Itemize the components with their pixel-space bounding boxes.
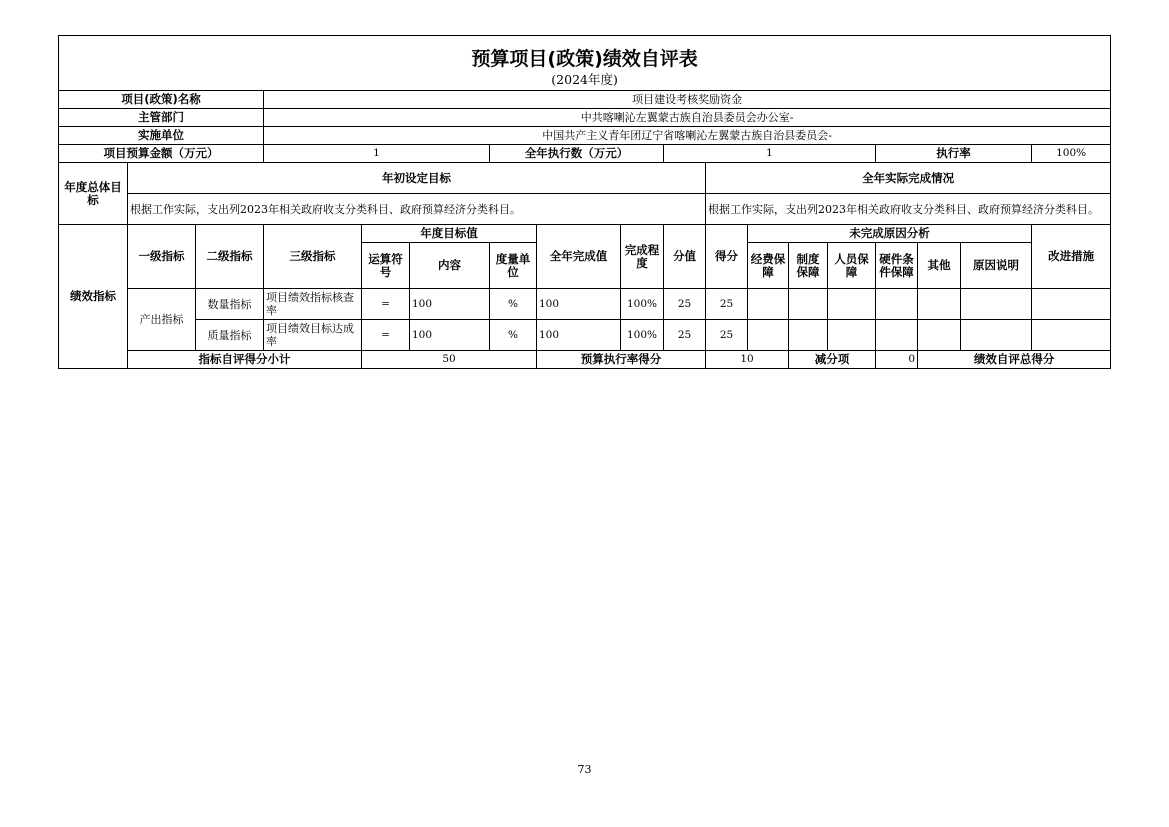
execution-rate-value: 100% [1032, 145, 1111, 163]
level2-value: 质量指标 [196, 320, 264, 351]
actual-completion-text: 根据工作实际，支出列2023年相关政府收支分类科目、政府预算经济分类科目。 [706, 194, 1111, 225]
score-value-cell: 25 [664, 320, 706, 351]
header-completion-degree: 完成程度 [621, 225, 664, 289]
subtotal-value: 50 [362, 351, 537, 369]
executor-value: 中国共产主义青年团辽宁省喀喇沁左翼蒙古族自治县委员会- [264, 127, 1111, 145]
performance-self-evaluation-table [58, 35, 1111, 369]
initial-goal-text: 根据工作实际，支出列2023年相关政府收支分类科目、政府预算经济分类科目。 [128, 194, 706, 225]
executed-amount-label: 全年执行数（万元） [490, 145, 664, 163]
header-hardware: 硬件条件保障 [876, 243, 918, 289]
score-value-cell: 25 [664, 289, 706, 320]
header-level1: 一级指标 [128, 225, 196, 289]
operator-value: = [362, 320, 410, 351]
header-score-value: 分值 [664, 225, 706, 289]
budget-score-value: 10 [706, 351, 789, 369]
completed-value: 100 [537, 289, 621, 320]
deduction-label: 减分项 [789, 351, 876, 369]
executed-amount-value: 1 [664, 145, 876, 163]
content-value: 100 [410, 289, 490, 320]
operator-value: = [362, 289, 410, 320]
header-reason: 原因说明 [961, 243, 1032, 289]
header-level3: 三级指标 [264, 225, 362, 289]
header-annual-completed: 全年完成值 [537, 225, 621, 289]
header-unit: 度量单位 [490, 243, 537, 289]
project-name-label: 项目(政策)名称 [59, 91, 264, 109]
total-score-label: 绩效自评总得分 [918, 351, 1111, 369]
department-label: 主管部门 [59, 109, 264, 127]
level2-value: 数量指标 [196, 289, 264, 320]
level1-value: 产出指标 [128, 289, 196, 351]
header-level2: 二级指标 [196, 225, 264, 289]
content-value: 100 [410, 320, 490, 351]
project-name-value: 项目建设考核奖励资金 [264, 91, 1111, 109]
department-value: 中共喀喇沁左翼蒙古族自治县委员会办公室- [264, 109, 1111, 127]
executor-label: 实施单位 [59, 127, 264, 145]
completed-value: 100 [537, 320, 621, 351]
table-row [59, 289, 1111, 320]
unit-value: % [490, 320, 537, 351]
deduction-value: 0 [876, 351, 918, 369]
budget-score-label: 预算执行率得分 [537, 351, 706, 369]
header-operator: 运算符号 [362, 243, 410, 289]
execution-rate-label: 执行率 [876, 145, 1032, 163]
level3-value: 项目绩效目标达成率 [264, 320, 362, 351]
score-cell: 25 [706, 320, 748, 351]
budget-amount-label: 项目预算金额（万元） [59, 145, 264, 163]
header-score: 得分 [706, 225, 748, 289]
degree-value: 100% [621, 289, 664, 320]
header-annual-target: 年度目标值 [362, 225, 537, 243]
budget-amount-value: 1 [264, 145, 490, 163]
score-cell: 25 [706, 289, 748, 320]
level3-value: 项目绩效指标核查率 [264, 289, 362, 320]
header-system: 制度保障 [789, 243, 828, 289]
header-content: 内容 [410, 243, 490, 289]
page-number: 73 [577, 763, 592, 776]
subtotal-label: 指标自评得分小计 [128, 351, 362, 369]
year-subtitle: (2024年度) [59, 68, 1111, 91]
header-other: 其他 [918, 243, 961, 289]
annual-goal-label: 年度总体目标 [59, 163, 128, 225]
actual-completion-header: 全年实际完成情况 [706, 163, 1111, 194]
table-row [59, 320, 1111, 351]
degree-value: 100% [621, 320, 664, 351]
page-title: 预算项目(政策)绩效自评表 [59, 36, 1111, 69]
header-funding: 经费保障 [748, 243, 789, 289]
header-improvement: 改进措施 [1032, 225, 1111, 289]
header-personnel: 人员保障 [828, 243, 876, 289]
initial-goal-header: 年初设定目标 [128, 163, 706, 194]
header-reason-analysis: 未完成原因分析 [748, 225, 1032, 243]
indicators-label: 绩效指标 [59, 225, 128, 369]
unit-value: % [490, 289, 537, 320]
